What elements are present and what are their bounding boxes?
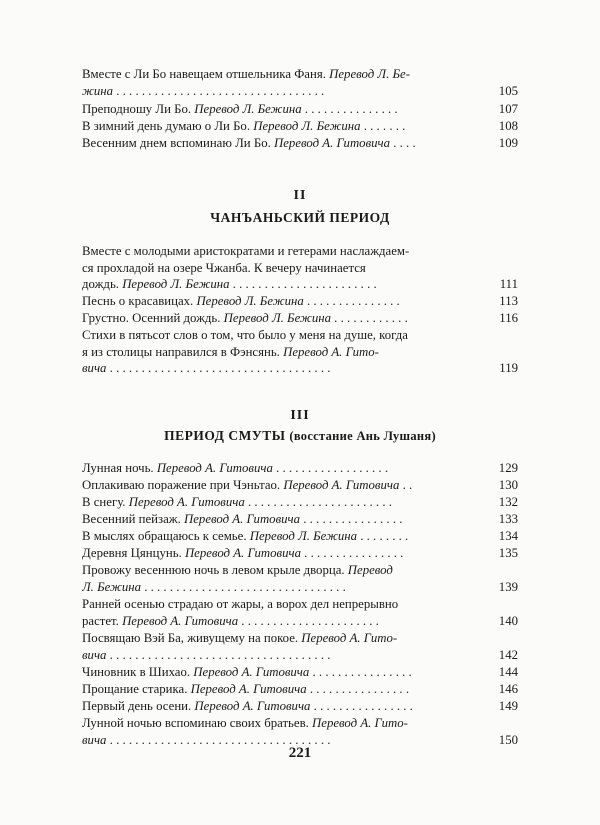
toc-entry	[82, 327, 518, 377]
toc-entry	[82, 460, 518, 477]
toc-page-number: 119	[478, 360, 518, 377]
toc-entry-line: дождь. Перевод Л. Бежина . . . . . . . . . . . . . . . . . . . . . . .	[82, 277, 377, 292]
toc-entry	[82, 664, 518, 681]
toc-entry-line: Весенним днем вспоминаю Ли Бо. Перевод А. Гитовича . . . .	[82, 136, 416, 150]
toc-entry	[82, 698, 518, 715]
toc-page-number: 129	[478, 460, 518, 477]
toc-entry	[82, 528, 518, 545]
toc-entry-line: вича . . . . . . . . . . . . . . . . . . . . . . . . . . . . . . . . . . .	[82, 732, 331, 747]
toc-entry-line: В мыслях обращаюсь к семье. Перевод Л. Бежина . . . . . . . .	[82, 529, 409, 543]
section-title	[0, 428, 600, 444]
toc-entry	[82, 511, 518, 528]
toc-entry-line: Грустно. Осенний дождь. Перевод Л. Бежина . . . . . . . . . . . .	[82, 311, 408, 325]
toc-entry-line: Чиновник в Шихао. Перевод А. Гитовича . . . . . . . . . . . . . . . .	[82, 665, 412, 679]
toc-entry-line: вича . . . . . . . . . . . . . . . . . . . . . . . . . . . . . . . . . . .	[82, 361, 331, 376]
page-number: 221	[288, 745, 312, 761]
toc-page-number: 108	[478, 118, 518, 135]
section-title: ЧАНЪАНЬСКИЙ ПЕРИОД	[210, 210, 390, 225]
toc-entry	[82, 681, 518, 698]
toc-entry-line: Прощание старика. Перевод А. Гитовича . . . . . . . . . . . . . . . .	[82, 682, 410, 696]
toc-entry-line: Преподношу Ли Бо. Перевод Л. Бежина . . . . . . . . . . . . . . .	[82, 102, 398, 116]
toc-page-number: 111	[478, 276, 518, 293]
toc-entry-line: растет. Перевод А. Гитовича . . . . . . . . . . . . . . . . . . . . . .	[82, 613, 379, 628]
toc-entry-line: В снегу. Перевод А. Гитовича . . . . . . . . . . . . . . . . . . . . . . .	[82, 495, 392, 509]
toc-page-number: 144	[478, 664, 518, 681]
toc-entry-line: ся прохладой на озере Чжанба. К вечеру начинается	[82, 260, 366, 275]
toc-entry-line: Песнь о красавицах. Перевод Л. Бежина . . . . . . . . . . . . . . .	[82, 294, 400, 308]
toc-entry-line: Вместе с молодыми аристократами и гетерами наслаждаем-	[82, 244, 410, 258]
toc-entry-line: Первый день осени. Перевод А. Гитовича . . . . . . . . . . . . . . . .	[82, 699, 413, 713]
toc-entry	[82, 135, 518, 152]
toc-entry	[82, 66, 518, 99]
toc-page-number: 135	[478, 545, 518, 562]
toc-page-number: 150	[478, 732, 518, 749]
section-subtitle: (восстание Ань Лушаня)	[289, 429, 436, 443]
toc-entry	[82, 477, 518, 494]
toc-page-number: 140	[478, 613, 518, 630]
section-number: III	[290, 408, 310, 423]
toc-entry	[82, 545, 518, 562]
toc-entry-line: Посвящаю Вэй Ба, живущему на покое. Перевод А. Гито-	[82, 631, 398, 645]
toc-page-number: 116	[478, 310, 518, 327]
toc-entry-line: Весенний пейзаж. Перевод А. Гитовича . . . . . . . . . . . . . . . .	[82, 512, 403, 526]
toc-page-number: 130	[478, 477, 518, 494]
toc-page-number: 133	[478, 511, 518, 528]
toc-entry-line: Л. Бежина . . . . . . . . . . . . . . . . . . . . . . . . . . . . . . . .	[82, 579, 346, 594]
toc-entry-line: В зимний день думаю о Ли Бо. Перевод Л. Бежина . . . . . . .	[82, 119, 406, 133]
toc-page-number: 146	[478, 681, 518, 698]
toc-page-number: 109	[478, 135, 518, 152]
toc-entry-line: вича . . . . . . . . . . . . . . . . . . . . . . . . . . . . . . . . . . .	[82, 647, 331, 662]
section-number: II	[293, 188, 307, 203]
toc-entry-line: жина . . . . . . . . . . . . . . . . . . . . . . . . . . . . . . . . .	[82, 83, 325, 98]
toc-entry-line: Ранней осенью страдаю от жары, а ворох дел непрерывно	[82, 597, 399, 611]
toc-entry-line: Лунная ночь. Перевод А. Гитовича . . . . . . . . . . . . . . . . . .	[82, 461, 389, 475]
toc-entry-line: Провожу весеннюю ночь в левом крыле дворца. Перевод	[82, 563, 393, 577]
toc-entry-line: я из столицы направился в Фэнсянь. Перевод А. Гито-	[82, 344, 379, 359]
toc-entry	[82, 118, 518, 135]
section-title-main: ПЕРИОД СМУТЫ	[164, 428, 286, 443]
toc-entry	[82, 562, 518, 595]
toc-entry	[82, 101, 518, 118]
toc-entry	[82, 596, 518, 629]
toc-entry	[82, 293, 518, 310]
toc-entry-line: Лунной ночью вспоминаю своих братьев. Перевод А. Гито-	[82, 716, 408, 730]
toc-entry	[82, 243, 518, 293]
toc-page-number: 107	[478, 101, 518, 118]
toc-entry-line: Стихи в пятьсот слов о том, что было у меня на душе, когда	[82, 328, 408, 342]
toc-entry-line: Деревня Цянцунь. Перевод А. Гитовича . . . . . . . . . . . . . . . .	[82, 546, 404, 560]
toc-page-number: 105	[478, 83, 518, 100]
toc-entry-line: Оплакиваю поражение при Чэньтао. Перевод А. Гитовича . .	[82, 478, 413, 492]
toc-entry	[82, 715, 518, 748]
toc-page-number: 134	[478, 528, 518, 545]
toc-entry	[82, 494, 518, 511]
toc-entry	[82, 310, 518, 327]
toc-page-number: 132	[478, 494, 518, 511]
toc-page-number: 113	[478, 293, 518, 310]
toc-entry	[82, 630, 518, 663]
toc-entry-line: Вместе с Ли Бо навещаем отшельника Фаня. Перевод Л. Бе-	[82, 67, 410, 81]
toc-page-number: 139	[478, 579, 518, 596]
toc-page-number: 149	[478, 698, 518, 715]
toc-page-number: 142	[478, 647, 518, 664]
